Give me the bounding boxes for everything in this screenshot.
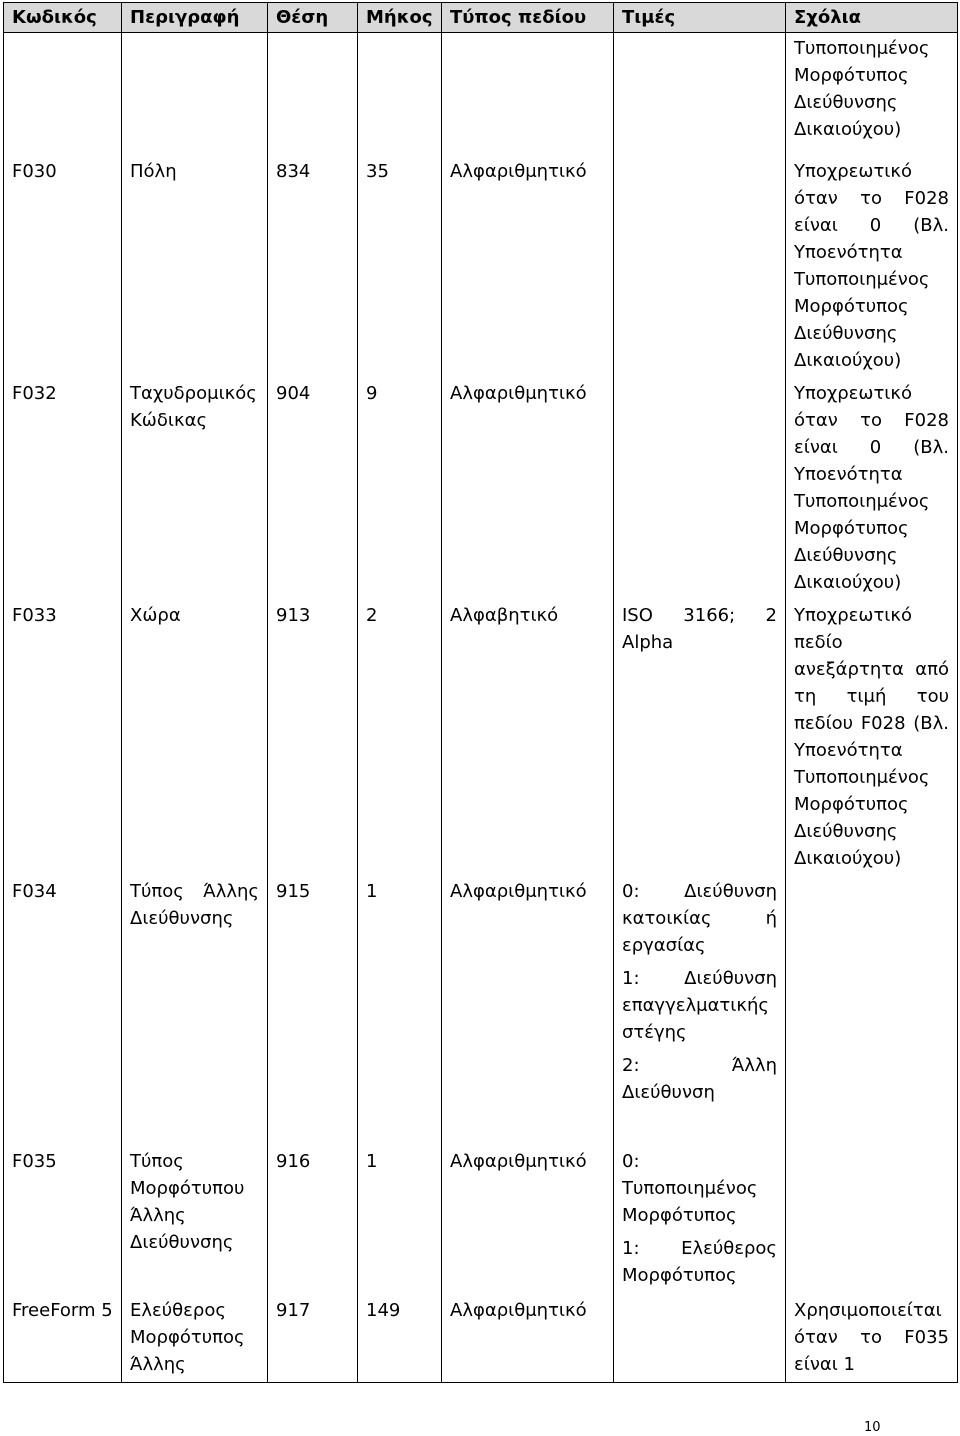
cell-description: Πόλη — [122, 156, 268, 378]
cell-field-type: Αλφαριθμητικό — [442, 876, 614, 1146]
cell-comment: Υποχρεωτικό όταν το F028 είναι 0 (Βλ. Υποενότητα Τυποποιημένος Μορφότυπος Διεύθυνσης Δικαιούχου) — [786, 156, 958, 378]
cell-position: 916 — [268, 1146, 358, 1295]
cell-code: F032 — [4, 378, 122, 600]
cell-field-type: Αλφαβητικό — [442, 600, 614, 876]
cell-code: F034 — [4, 876, 122, 1146]
cell-comment: Υποχρεωτικό πεδίο ανεξάρτητα από τη τιμή του πεδίου F028 (Βλ. Υποενότητα Τυποποιημένος Μορφότυπος Διεύθυνσης Δικαιούχου) — [786, 600, 958, 876]
table-row — [4, 156, 958, 378]
cell-description: Τύπος Άλλης Διεύθυνσης — [122, 876, 268, 1146]
table-row — [4, 378, 958, 600]
cell-position: 904 — [268, 378, 358, 600]
cell-comment: Υποχρεωτικό όταν το F028 είναι 0 (Βλ. Υποενότητα Τυποποιημένος Μορφότυπος Διεύθυνσης Δικαιούχου) — [786, 378, 958, 600]
page-number: 10 — [864, 1420, 881, 1435]
cell-code: F033 — [4, 600, 122, 876]
table-row — [4, 1146, 958, 1295]
cell-values — [614, 378, 786, 600]
cell-position: 917 — [268, 1295, 358, 1383]
cell-position — [268, 33, 358, 156]
cell-description: Ταχυδρομικός Κώδικας — [122, 378, 268, 600]
cell-description: Τύπος Μορφότυπου Άλλης Διεύθυνσης — [122, 1146, 268, 1295]
cell-length: 1 — [358, 876, 442, 1146]
cell-description: Χώρα — [122, 600, 268, 876]
cell-position: 913 — [268, 600, 358, 876]
cell-code: F035 — [4, 1146, 122, 1295]
col-header-description: Περιγραφή — [122, 3, 268, 33]
col-header-length: Μήκος — [358, 3, 442, 33]
cell-comment — [786, 1146, 958, 1295]
value-item: 0: Τυποποιημένος Μορφότυπος — [622, 1150, 758, 1226]
cell-length — [358, 33, 442, 156]
cell-values — [614, 876, 786, 1146]
cell-comment: Χρησιμοποιείται όταν το F035 είναι 1 — [786, 1295, 958, 1383]
cell-position: 834 — [268, 156, 358, 378]
col-header-values: Τιμές — [614, 3, 786, 33]
value-item: 1: Ελεύθερος Μορφότυπος — [622, 1237, 777, 1286]
cell-code: FreeForm 5 — [4, 1295, 122, 1383]
field-spec-table — [3, 2, 958, 1383]
cell-field-type: Αλφαριθμητικό — [442, 156, 614, 378]
cell-field-type: Αλφαριθμητικό — [442, 1146, 614, 1295]
col-header-field-type: Τύπος πεδίου — [442, 3, 614, 33]
cell-values — [614, 600, 786, 876]
cell-position: 915 — [268, 876, 358, 1146]
cell-length: 35 — [358, 156, 442, 378]
cell-length: 9 — [358, 378, 442, 600]
cell-values — [614, 156, 786, 378]
cell-field-type: Αλφαριθμητικό — [442, 378, 614, 600]
col-header-code: Κωδικός — [4, 3, 122, 33]
col-header-comments: Σχόλια — [786, 3, 958, 33]
table-row — [4, 1295, 958, 1383]
value-item: 0: Διεύθυνση κατοικίας ή εργασίας — [622, 880, 777, 956]
table-row — [4, 33, 958, 156]
cell-field-type — [442, 33, 614, 156]
cell-description — [122, 33, 268, 156]
cell-values — [614, 1295, 786, 1383]
header-row — [4, 3, 958, 33]
col-header-position: Θέση — [268, 3, 358, 33]
cell-values — [614, 1146, 786, 1295]
table-row — [4, 600, 958, 876]
value-item: ISO 3166; 2 Alpha — [622, 604, 777, 653]
cell-code: F030 — [4, 156, 122, 378]
cell-field-type: Αλφαριθμητικό — [442, 1295, 614, 1383]
cell-values — [614, 33, 786, 156]
cell-comment: Τυποποιημένος Μορφότυπος Διεύθυνσης Δικαιούχου) — [786, 33, 958, 156]
table-row — [4, 876, 958, 1146]
cell-code — [4, 33, 122, 156]
cell-length: 1 — [358, 1146, 442, 1295]
cell-length: 149 — [358, 1295, 442, 1383]
value-item: 2: Άλλη Διεύθυνση — [622, 1054, 777, 1103]
cell-length: 2 — [358, 600, 442, 876]
value-item: 1: Διεύθυνση επαγγελματικής στέγης — [622, 967, 777, 1043]
cell-comment — [786, 876, 958, 1146]
cell-description: Ελεύθερος Μορφότυπος Άλλης — [122, 1295, 268, 1383]
